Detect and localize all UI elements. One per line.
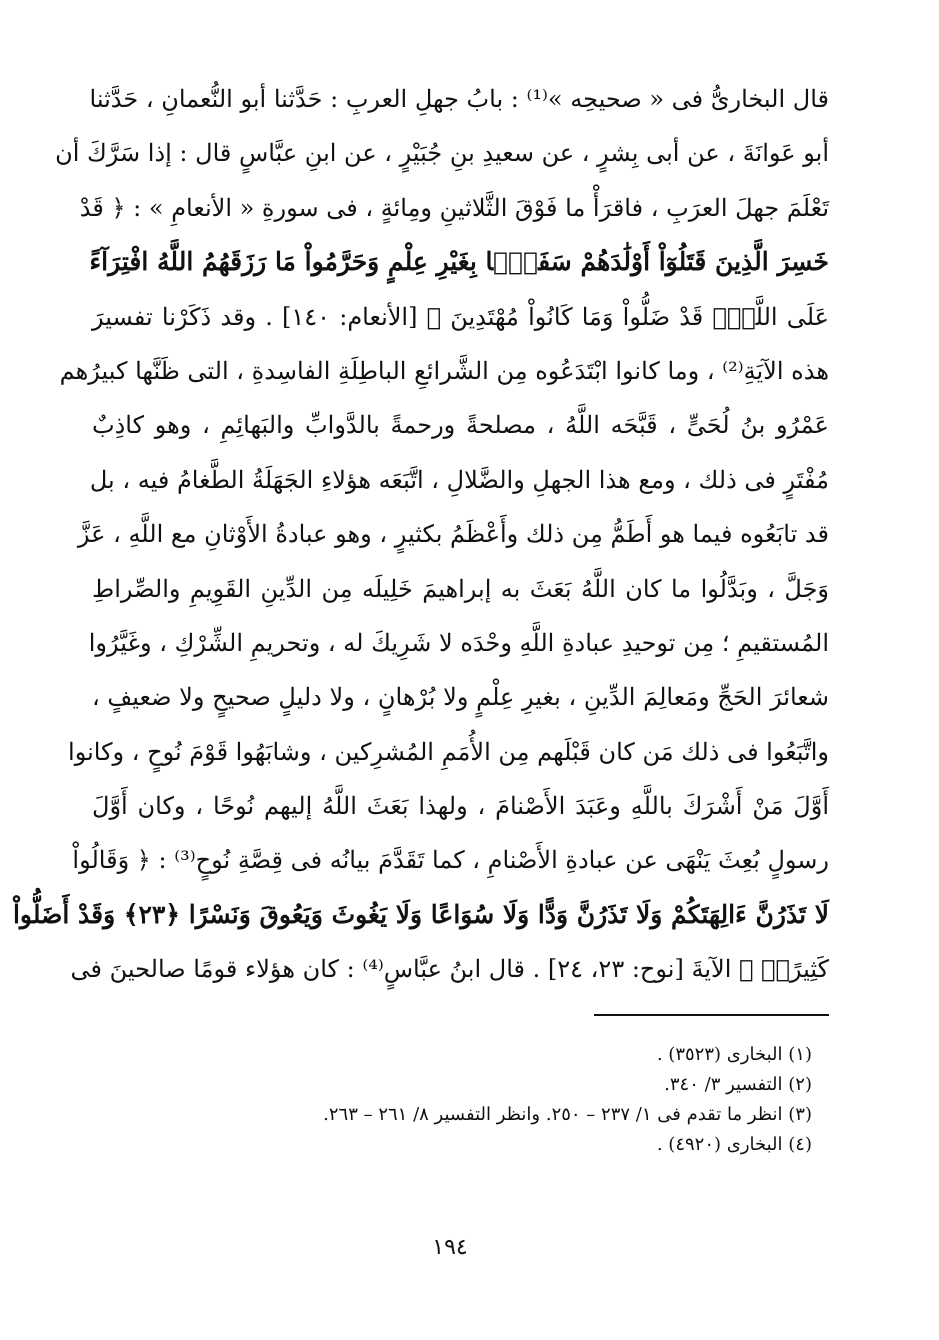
quran-verse-line: لَا تَذَرُنَّ ءَالِهَتَكُمْ وَلَا تَذَرُنَّ وَدًّا وَلَا سُوَاعًا وَلَا يَغُوثَ وَيَعُوقَ وَنَسْرًا ﴿٢٣﴾ وَقَدْ أَضَلُّواْ	[12, 899, 829, 929]
text-line: كَثِيرًاۖ ﴾ الآيةَ [نوح: ٢٣، ٢٤] . قال ابنُ عبَّاسٍ⁽⁴⁾ : كان هؤلاء قومًا صالحينَ فى	[70, 955, 829, 984]
text-line: تَعْلَمَ جهلَ العرَبِ ، فاقرَأْ ما فَوْقَ الثَّلاثينِ ومِائةٍ ، فى سورةِ « الأنعامِ » : ﴿ قَدْ	[79, 193, 829, 222]
text-line: أبو عَوانَةَ ، عن أبى بِشرٍ ، عن سعيدِ بنِ جُبَيْرٍ ، عن ابنِ عبَّاسٍ قال : إذا سَرَّكَ أن	[55, 139, 829, 168]
page-number: ١٩٤	[432, 1235, 468, 1260]
footnote-separator	[594, 1014, 829, 1016]
main-text	[12, 72, 830, 997]
text-line: هذه الآيَةِ⁽²⁾ ، وما كانوا ابْتَدَعُوه مِن الشَّرائعِ الباطِلَةِ الفاسِدةِ ، التى ظَنَّها كبيرُهم	[59, 356, 829, 385]
text-line: وَجَلَّ ، وبَدَّلُوا ما كان اللَّهُ بَعَثَ به إبراهيمَ خَلِيلَه مِن الدِّينِ القَوِيمِ والصِّراطِ	[92, 574, 829, 603]
footnotes	[92, 1040, 812, 1160]
text-line: شعائرَ الحَجِّ ومَعالِمَ الدِّينِ ، بغيرِ عِلْمٍ ولا بُرْهانٍ ، ولا دليلٍ صحيحٍ ولا ضعيفٍ ،	[92, 683, 829, 712]
text-line: قال البخارىُّ فى « صحيحِه »⁽¹⁾ : بابُ جهلِ العربِ : حَدَّثنا أبو النُّعمانِ ، حَدَّثنا	[89, 85, 829, 113]
quran-verse-line: خَسِرَ الَّذِينَ قَتَلُوٓاْ أَوْلَٰدَهُمْ سَفَهَۢا بِغَيْرِ عِلْمٍ وَحَرَّمُواْ مَا رَزَقَهُمُ اللَّهُ افْتِرَآءً	[89, 247, 829, 277]
text-line: عَمْرُو بنُ لُحَىٍّ ، قَبَّحَه اللَّهُ ، مصلحةً ورحمةً بالدَّوابِّ والبَهائِمِ ، وهو كاذِبٌ	[92, 411, 829, 440]
text-line: رسولٍ بُعِثَ يَنْهَى عن عبادةِ الأَصْنامِ ، كما تَقَدَّمَ بيانُه فى قِصَّةِ نُوحٍ⁽³⁾ : ﴿ وَقَالُواْ	[72, 846, 829, 875]
footnote: (٢) التفسير ٣/ ٣٤٠.	[664, 1074, 812, 1095]
footnote: (١) البخارى (٣٥٢٣) .	[656, 1044, 812, 1065]
text-line: المُستقيمِ ؛ مِن توحيدِ عبادةِ اللَّهِ وحْدَه لا شَرِيكَ له ، وتحريمِ الشِّرْكِ ، وغَيَّرُوا	[88, 628, 829, 657]
text-line: قد تابَعُوه فيما هو أَطَمُّ مِن ذلك وأَعْظَمُ بكثيرٍ ، وهو عبادةُ الأَوْثانِ مع اللَّهِ ، عَزَّ	[77, 520, 829, 549]
footnote: (٣) انظر ما تقدم فى ١/ ٢٣٧ – ٢٥٠. وانظر التفسير ٨/ ٢٦١ – ٢٦٣.	[323, 1104, 812, 1125]
text-line: واتَّبَعُوا فى ذلك مَن كان قَبْلَهم مِن الأُمَمِ المُشرِكين ، وشابَهُوا قَوْمَ نُوحٍ ، وكانوا	[68, 737, 829, 766]
text-line: مُفْتَرٍ فى ذلك ، ومع هذا الجهلِ والضَّلالِ ، اتَّبَعَه هؤلاءِ الجَهَلَةُ الطَّغامُ فيه ، بل	[89, 465, 829, 494]
quran-verse-line: عَلَى اللَّهِۚ قَدْ ضَلُّواْ وَمَا كَانُواْ مُهْتَدِينَ ﴾ [الأنعام: ١٤٠] . وقد ذَكَرْنا تفسيرَ	[92, 302, 830, 331]
text-line: أَوَّلَ مَنْ أَشْرَكَ باللَّهِ وعَبَدَ الأَصْنامَ ، ولهذا بَعَثَ اللَّهُ إليهم نُوحًا ، وكان أَوَّلَ	[92, 792, 829, 821]
footnote: (٤) البخارى (٤٩٢٠) .	[656, 1134, 812, 1155]
